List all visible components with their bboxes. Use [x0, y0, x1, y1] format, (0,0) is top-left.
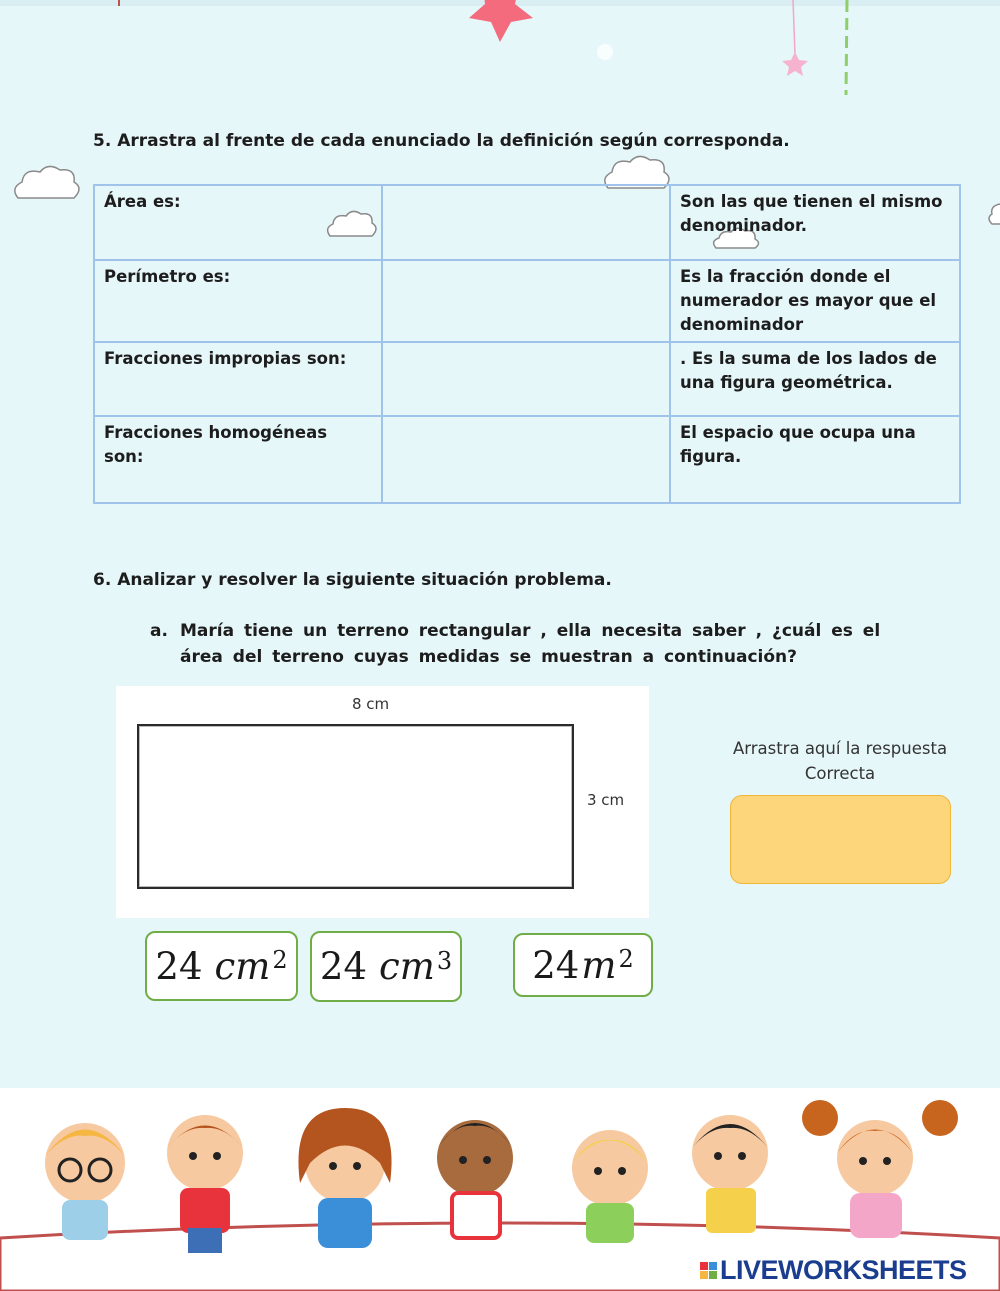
drop-zone[interactable]: [382, 416, 670, 503]
option-unit: cm: [379, 945, 435, 988]
table-row: [94, 342, 960, 416]
table-row: [94, 185, 960, 260]
option-number: 24: [155, 944, 203, 988]
cloud-icon: [985, 200, 1000, 230]
answer-option-24-m2[interactable]: [513, 933, 653, 997]
drop-hint-line-1: Arrastra aquí la respuesta: [732, 739, 948, 758]
answer-drop-zone[interactable]: [730, 795, 951, 884]
term-cell: Perímetro es:: [94, 260, 382, 342]
answer-option-24-cm3[interactable]: [310, 931, 462, 1002]
definition-card[interactable]: Es la fracción donde el numerador es mayor que el denominador: [670, 260, 960, 342]
problem-statement: [150, 618, 890, 670]
term-cell: Área es:: [94, 185, 382, 260]
drop-hint-line-2: Correcta: [804, 764, 876, 783]
drop-zone[interactable]: [382, 185, 670, 260]
option-unit: m: [581, 943, 617, 987]
drop-zone[interactable]: [382, 342, 670, 416]
problem-line-1: María tiene un terreno rectangular , ella necesita saber , ¿cuál es el: [180, 621, 881, 641]
definition-card[interactable]: El espacio que ocupa una figura.: [670, 416, 960, 503]
child-figure: [802, 1100, 958, 1238]
table-row: [94, 416, 960, 503]
table-row: [94, 260, 960, 342]
rectangle-figure: [116, 686, 649, 918]
height-label: 3 cm: [587, 791, 625, 809]
child-figure: [437, 1120, 513, 1238]
matching-table: [93, 184, 961, 504]
drop-hint: [720, 736, 960, 786]
liveworksheets-logo: [700, 1255, 967, 1285]
option-unit: cm: [214, 944, 271, 988]
logo-grid-icon: [700, 1262, 717, 1279]
drop-zone[interactable]: [382, 260, 670, 342]
definition-card[interactable]: . Es la suma de los lados de una figura geométrica.: [670, 342, 960, 416]
sparkle-decoration: [585, 40, 625, 70]
child-figure: [692, 1115, 768, 1233]
pink-star-decoration: [455, 0, 545, 50]
problem-line-2: área del terreno cuyas medidas se muestran a continuación?: [180, 647, 798, 667]
question-6-title: 6. Analizar y resolver la siguiente situación problema.: [93, 570, 612, 590]
cloud-icon: [8, 160, 88, 210]
brand-text: LIVEWORKSHEETS: [720, 1254, 967, 1285]
option-number: 24: [319, 945, 367, 988]
option-exponent: 2: [618, 945, 634, 973]
hanging-stars-decoration: [775, 0, 865, 100]
term-cell: Fracciones homogéneas son:: [94, 416, 382, 503]
rectangle-shape: [137, 724, 574, 889]
width-label: 8 cm: [352, 695, 390, 713]
answer-option-24-cm2[interactable]: [145, 931, 298, 1001]
question-5-title: 5. Arrastra al frente de cada enunciado la definición según corresponda.: [93, 131, 790, 151]
option-number: 24: [532, 943, 580, 987]
item-label: a.: [150, 621, 168, 641]
option-exponent: 3: [436, 946, 453, 975]
top-bar-mark: [118, 0, 120, 6]
definition-card[interactable]: Son las que tienen el mismo denominador.: [670, 185, 960, 260]
child-figure: [45, 1123, 125, 1240]
option-exponent: 2: [272, 946, 288, 974]
term-cell: Fracciones impropias son:: [94, 342, 382, 416]
